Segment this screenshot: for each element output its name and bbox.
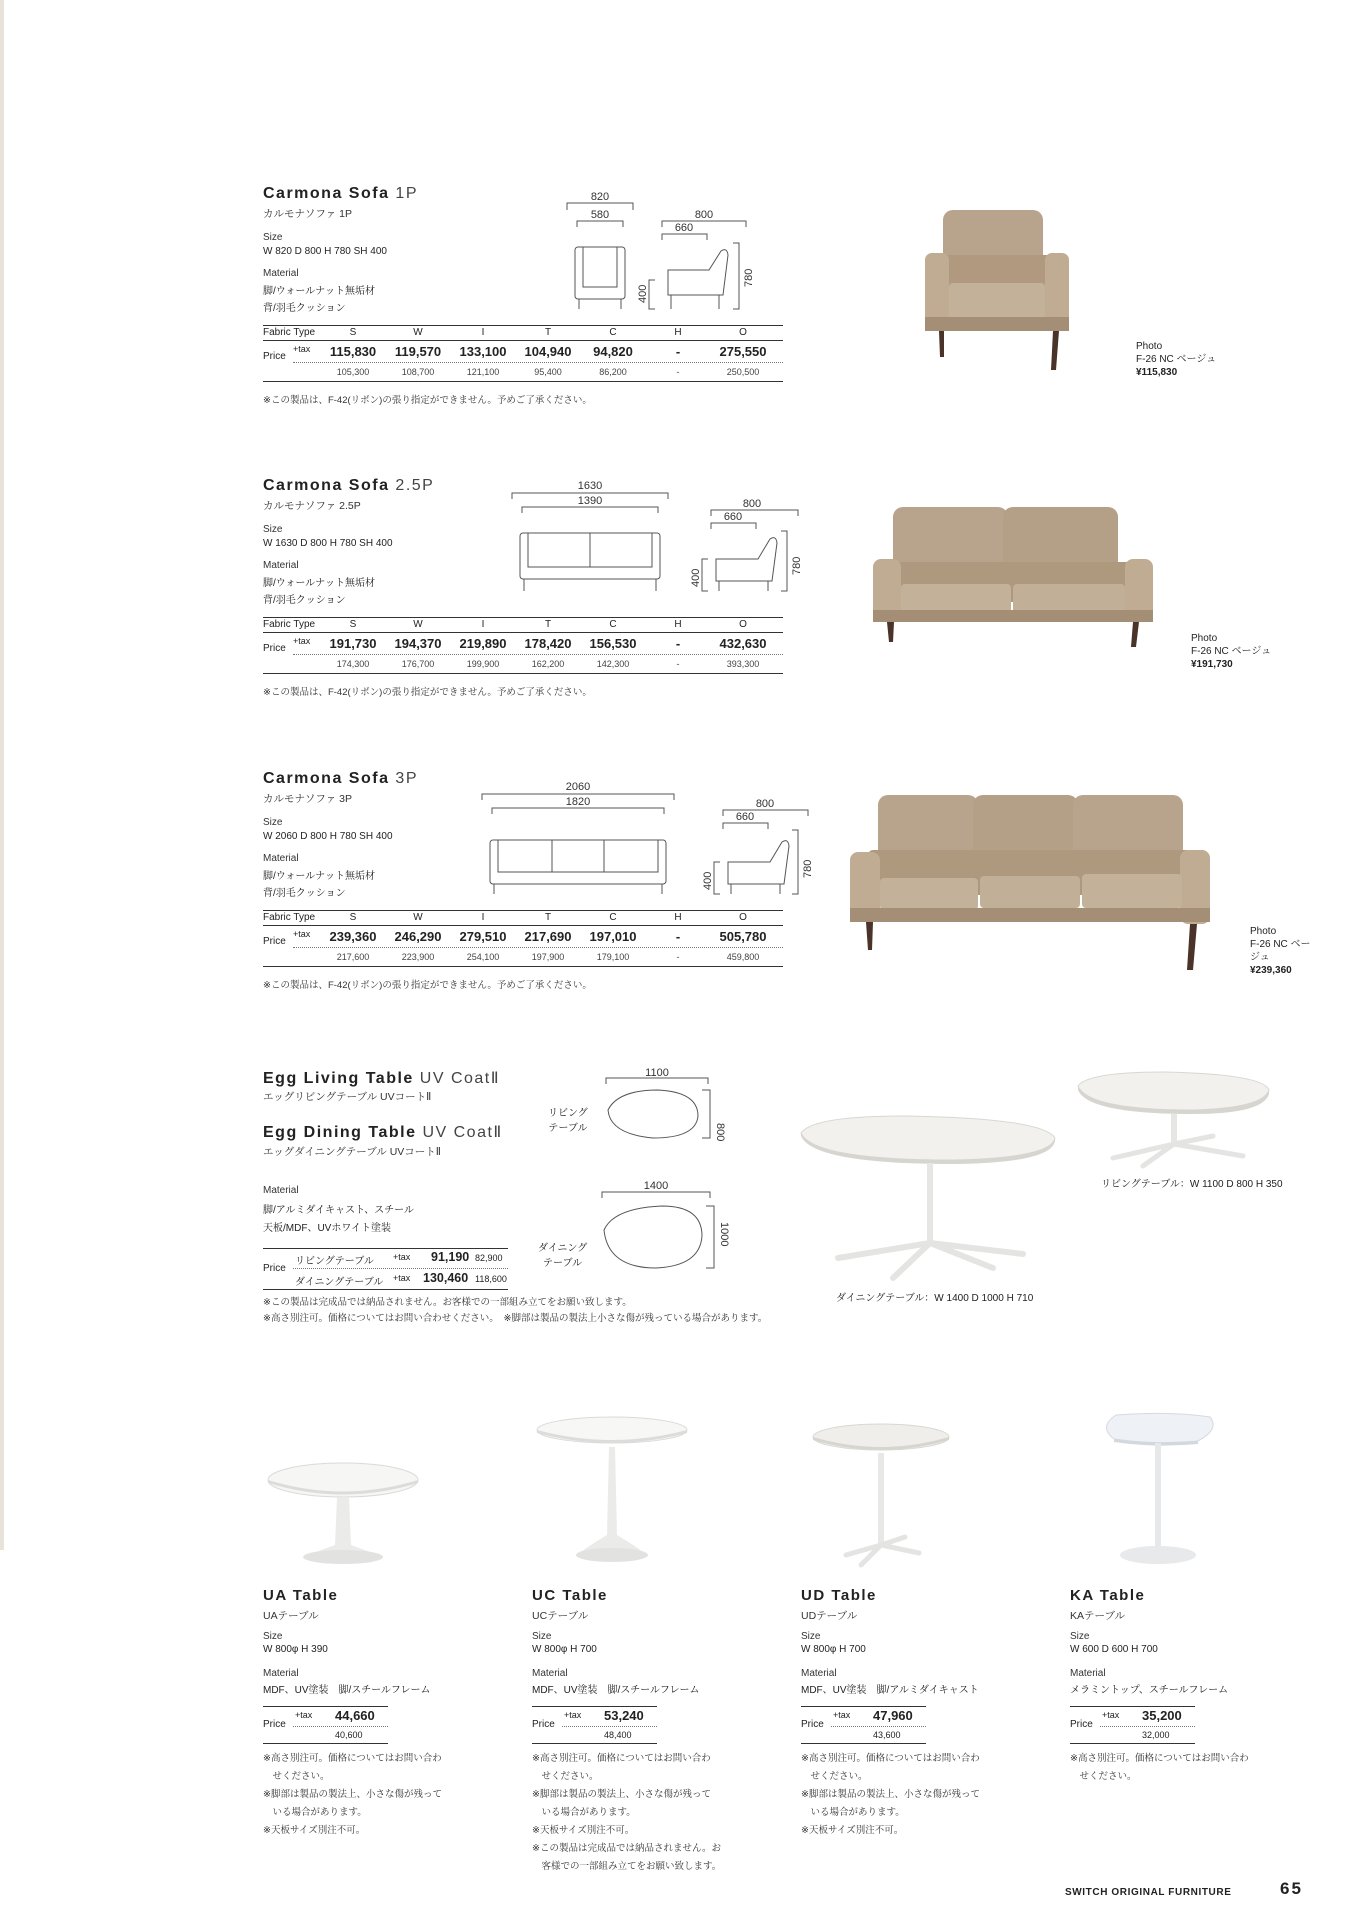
egg-dining-w: 1400 [643,1180,669,1192]
egg-dining-caption: ダイニングテーブル：W 1400 D 1000 H 710 [836,1293,1034,1304]
egg-price-box: Price リビングテーブル +tax 91,190 82,900 ダイニングテーブル +tax 130,460 118,600 [263,1250,507,1288]
product-notes [532,1750,762,1876]
dim-sh: 400 [690,568,702,587]
fabric-type: S [349,912,357,923]
dim-w-outer: 2060 [565,781,591,793]
price-value: 223,900 [401,952,435,962]
price-value: 176,700 [401,659,435,669]
price-tax-value: 104,940 [524,344,572,359]
product-title: KA Table [1070,1587,1146,1604]
egg-table-section [263,1068,1313,1348]
material-value: メラミントップ、スチールフレーム [1070,1685,1229,1696]
ua-table-section [263,1405,493,1885]
price-tax-value: 156,530 [589,636,637,651]
product-title: UC Table [532,1587,608,1604]
price-value: 179,100 [596,952,630,962]
uc-table-photo [532,1405,762,1575]
fabric-type: S [349,619,357,630]
price-value: 108,700 [401,367,435,377]
price-tax-value: 133,100 [459,344,507,359]
price-tax-value: 246,290 [394,929,442,944]
material-value-2: 背/羽毛クッション [263,888,346,899]
price-value: - [676,659,680,669]
dim-w-inner: 1390 [577,495,603,507]
product-notes [801,1750,1031,1840]
price-tax-value: 505,780 [719,929,767,944]
size-value: W 800φ H 390 [263,1644,328,1655]
price-box: +tax 44,660 Price 40,600 [263,1706,388,1744]
footer-brand: SWITCH ORIGINAL FURNITURE [1065,1887,1232,1898]
product-subtitle: カルモナソファ 3P [263,793,352,805]
price-value: 95,400 [534,367,562,377]
fabric-type: C [609,619,617,630]
size-label: Size [263,817,283,828]
material-value-1: 脚/アルミダイキャスト、スチール [263,1205,414,1216]
price-tax-value: 279,510 [459,929,507,944]
fabric-type: S [349,327,357,338]
size-label: Size [263,1631,283,1642]
price-value: 121,100 [466,367,500,377]
sofa-1p-section [263,185,1313,485]
material-label: Material [263,1185,299,1196]
size-value: W 800φ H 700 [532,1644,597,1655]
photo-caption: Photo F-26 NC ベージュ ¥191,730 [1191,633,1272,670]
dim-d-outer: 800 [742,498,762,510]
dimension-drawing [508,477,808,602]
material-value: MDF、UV塗装 脚/アルミダイキャスト [801,1685,979,1696]
material-value-1: 脚/ウォールナット無垢材 [263,578,375,589]
material-value-2: 背/羽毛クッション [263,303,346,314]
price-label: Price [263,351,286,362]
dim-d-inner: 660 [674,222,694,234]
size-value: W 800φ H 700 [801,1644,866,1655]
fabric-type-label: Fabric Type [263,912,316,923]
egg-dining-d: 1000 [718,1222,730,1247]
fabric-type: I [481,619,485,630]
product-notes [263,1750,493,1840]
material-value-2: 天板/MDF、UVホワイト塗装 [263,1223,392,1234]
product-title: Carmona Sofa 1P [263,185,418,202]
fabric-type: W [413,619,423,630]
product-note: ※この製品は、F-42(リボン)の張り指定ができません。予めご了承ください。 [263,687,592,698]
price-value: 162,200 [531,659,565,669]
fabric-type: I [481,327,485,338]
product-title: Carmona Sofa 3P [263,770,418,787]
price-tax-value: 178,420 [524,636,572,651]
price-box: +tax 35,200 Price 32,000 [1070,1706,1195,1744]
price-value: 105,300 [336,367,370,377]
material-value-2: 背/羽毛クッション [263,595,346,606]
price-box: +tax 47,960 Price 43,600 [801,1706,926,1744]
dim-h: 780 [743,268,755,287]
egg-note-2: ※高さ別注可。価格についてはお問い合わせください。 ※脚部は製品の製法上小さな傷が残っている場合があります。 [263,1313,768,1324]
fabric-type: C [609,912,617,923]
fabric-type: C [609,327,617,338]
dim-w-outer: 820 [590,191,610,203]
material-label: Material [263,853,299,864]
price-value: 250,500 [726,367,760,377]
price-tax-value: 115,830 [329,344,377,359]
fabric-type: T [544,327,552,338]
egg-dimension-drawing [598,1067,730,1298]
tax-label: +tax [293,636,311,646]
sofa-3p-photo [838,790,1238,975]
product-note: ※天板サイズ別注不可。 [801,1825,904,1836]
ua-table-photo [263,1405,493,1575]
material-label: Material [263,560,299,571]
egg-dining-photo [793,1108,1063,1288]
ka-table-section [1070,1405,1300,1885]
size-value: W 1630 D 800 H 780 SH 400 [263,538,393,549]
product-note: ※高さ別注可。価格についてはお問い合わ せください。 [532,1753,711,1782]
material-label: Material [801,1668,837,1679]
product-title: UA Table [263,1587,339,1604]
product-subtitle: UAテーブル [263,1610,319,1622]
dim-h: 780 [791,556,803,575]
price-value: 393,300 [726,659,760,669]
size-label: Size [263,524,283,535]
fabric-type: W [413,327,423,338]
price-tax-value: - [675,929,681,944]
size-value: W 600 D 600 H 700 [1070,1644,1158,1655]
egg-living-title: Egg Living Table UV CoatⅡ [263,1070,501,1087]
price-value: 199,900 [466,659,500,669]
price-tax-value: 94,820 [593,344,633,359]
size-value: W 2060 D 800 H 780 SH 400 [263,831,393,842]
price-tax-value: 275,550 [719,344,767,359]
egg-living-drawing-label: リビング テーブル [548,1108,588,1134]
dim-d-inner: 660 [723,511,743,523]
price-value: - [676,367,680,377]
fabric-type: H [674,619,682,630]
fabric-type-label: Fabric Type [263,327,316,338]
material-value-1: 脚/ウォールナット無垢材 [263,286,375,297]
price-value: 217,600 [336,952,370,962]
product-note: ※高さ別注可。価格についてはお問い合わ せください。 [801,1753,980,1782]
size-label: Size [1070,1631,1090,1642]
size-value: W 820 D 800 H 780 SH 400 [263,246,387,257]
sofa-1p-photo [913,205,1073,375]
fabric-type: T [544,912,552,923]
ud-table-photo [801,1405,1031,1575]
egg-living-d: 800 [714,1123,726,1142]
product-subtitle: KAテーブル [1070,1610,1126,1622]
fabric-type: H [674,912,682,923]
photo-caption: Photo F-26 NC ベージュ ¥239,360 [1250,926,1311,976]
tax-label: +tax [293,344,311,354]
product-note: ※高さ別注可。価格についてはお問い合わ せください。 [1070,1753,1249,1782]
egg-dining-subtitle: エッグダイニングテーブル UVコートⅡ [263,1146,441,1158]
price-value: 142,300 [596,659,630,669]
product-notes [1070,1750,1300,1786]
dim-d-outer: 800 [755,798,775,810]
price-tax-value: 197,010 [589,929,637,944]
material-value: MDF、UV塗装 脚/スチールフレーム [532,1685,700,1696]
fabric-type: W [413,912,423,923]
product-subtitle: UCテーブル [532,1610,589,1622]
fabric-type-label: Fabric Type [263,619,316,630]
price-tax-value: - [675,344,681,359]
price-tax-value: 219,890 [459,636,507,651]
ud-table-section [801,1405,1031,1885]
page-edge [0,0,4,1550]
dim-d-outer: 800 [694,209,714,221]
price-label: Price [263,936,286,947]
price-value: 174,300 [336,659,370,669]
material-label: Material [1070,1668,1106,1679]
product-subtitle: カルモナソファ 1P [263,208,352,220]
uc-table-section [532,1405,762,1885]
dimension-drawing [478,780,818,905]
tax-label: +tax [293,929,311,939]
fabric-type: O [739,619,747,630]
egg-living-subtitle: エッグリビングテーブル UVコートⅡ [263,1091,432,1103]
product-subtitle: カルモナソファ 2.5P [263,500,361,512]
sofa-25p-section [263,477,1313,777]
egg-dining-drawing-label: ダイニング テーブル [538,1243,588,1269]
price-value: 86,200 [599,367,627,377]
egg-note-1: ※この製品は完成品では納品されません。お客様での一部組み立てをお願い致します。 [263,1297,632,1308]
product-note: ※この製品は、F-42(リボン)の張り指定ができません。予めご了承ください。 [263,395,592,406]
dim-h: 780 [802,859,814,878]
ka-table-photo [1070,1405,1300,1575]
egg-dining-title: Egg Dining Table UV CoatⅡ [263,1124,503,1141]
photo-caption: Photo F-26 NC ベージュ ¥115,830 [1136,341,1217,378]
product-note: ※天板サイズ別注不可。 [532,1825,635,1836]
dim-sh: 400 [702,871,714,890]
price-tax-value: 432,630 [719,636,767,651]
material-value-1: 脚/ウォールナット無垢材 [263,871,375,882]
price-box: +tax 53,240 Price 48,400 [532,1706,657,1744]
dim-d-inner: 660 [735,811,755,823]
egg-living-photo [1073,1068,1273,1178]
price-value: 254,100 [466,952,500,962]
product-note: ※この製品は完成品では納品されません。お 客様での一部組み立てをお願い致します。 [532,1843,722,1872]
price-tax-value: 217,690 [524,929,572,944]
size-label: Size [801,1631,821,1642]
product-note: ※脚部は製品の製法上、小さな傷が残って いる場合があります。 [801,1789,980,1818]
price-tax-value: 239,360 [329,929,377,944]
fabric-type: I [481,912,485,923]
product-note: ※天板サイズ別注不可。 [263,1825,366,1836]
dimension-drawing [563,185,763,305]
sofa-3p-section [263,770,1313,1070]
fabric-type: T [544,619,552,630]
material-label: Material [263,268,299,279]
product-title: UD Table [801,1587,877,1604]
product-title: Carmona Sofa 2.5P [263,477,435,494]
product-subtitle: UDテーブル [801,1610,858,1622]
fabric-type: O [739,912,747,923]
material-label: Material [532,1668,568,1679]
egg-living-caption: リビングテーブル：W 1100 D 800 H 350 [1101,1179,1283,1190]
fabric-type: O [739,327,747,338]
price-value: 197,900 [531,952,565,962]
price-label: Price [263,643,286,654]
page-number: 65 [1280,1879,1303,1898]
material-value: MDF、UV塗装 脚/スチールフレーム [263,1685,431,1696]
dim-w-inner: 580 [590,209,610,221]
egg-living-w: 1100 [645,1067,669,1079]
product-note: ※この製品は、F-42(リボン)の張り指定ができません。予めご了承ください。 [263,980,592,991]
price-tax-value: 119,570 [394,344,442,359]
product-note: ※脚部は製品の製法上、小さな傷が残って いる場合があります。 [532,1789,711,1818]
product-note: ※脚部は製品の製法上、小さな傷が残って いる場合があります。 [263,1789,442,1818]
dim-w-inner: 1820 [565,796,591,808]
dim-sh: 400 [637,284,649,303]
material-label: Material [263,1668,299,1679]
size-label: Size [532,1631,552,1642]
price-tax-value: - [675,636,681,651]
price-value: - [676,952,680,962]
fabric-type: H [674,327,682,338]
product-note: ※高さ別注可。価格についてはお問い合わ せください。 [263,1753,442,1782]
size-label: Size [263,232,283,243]
dim-w-outer: 1630 [577,480,603,492]
price-value: 459,800 [726,952,760,962]
sofa-25p-photo [863,502,1183,652]
price-tax-value: 194,370 [394,636,442,651]
price-tax-value: 191,730 [329,636,377,651]
